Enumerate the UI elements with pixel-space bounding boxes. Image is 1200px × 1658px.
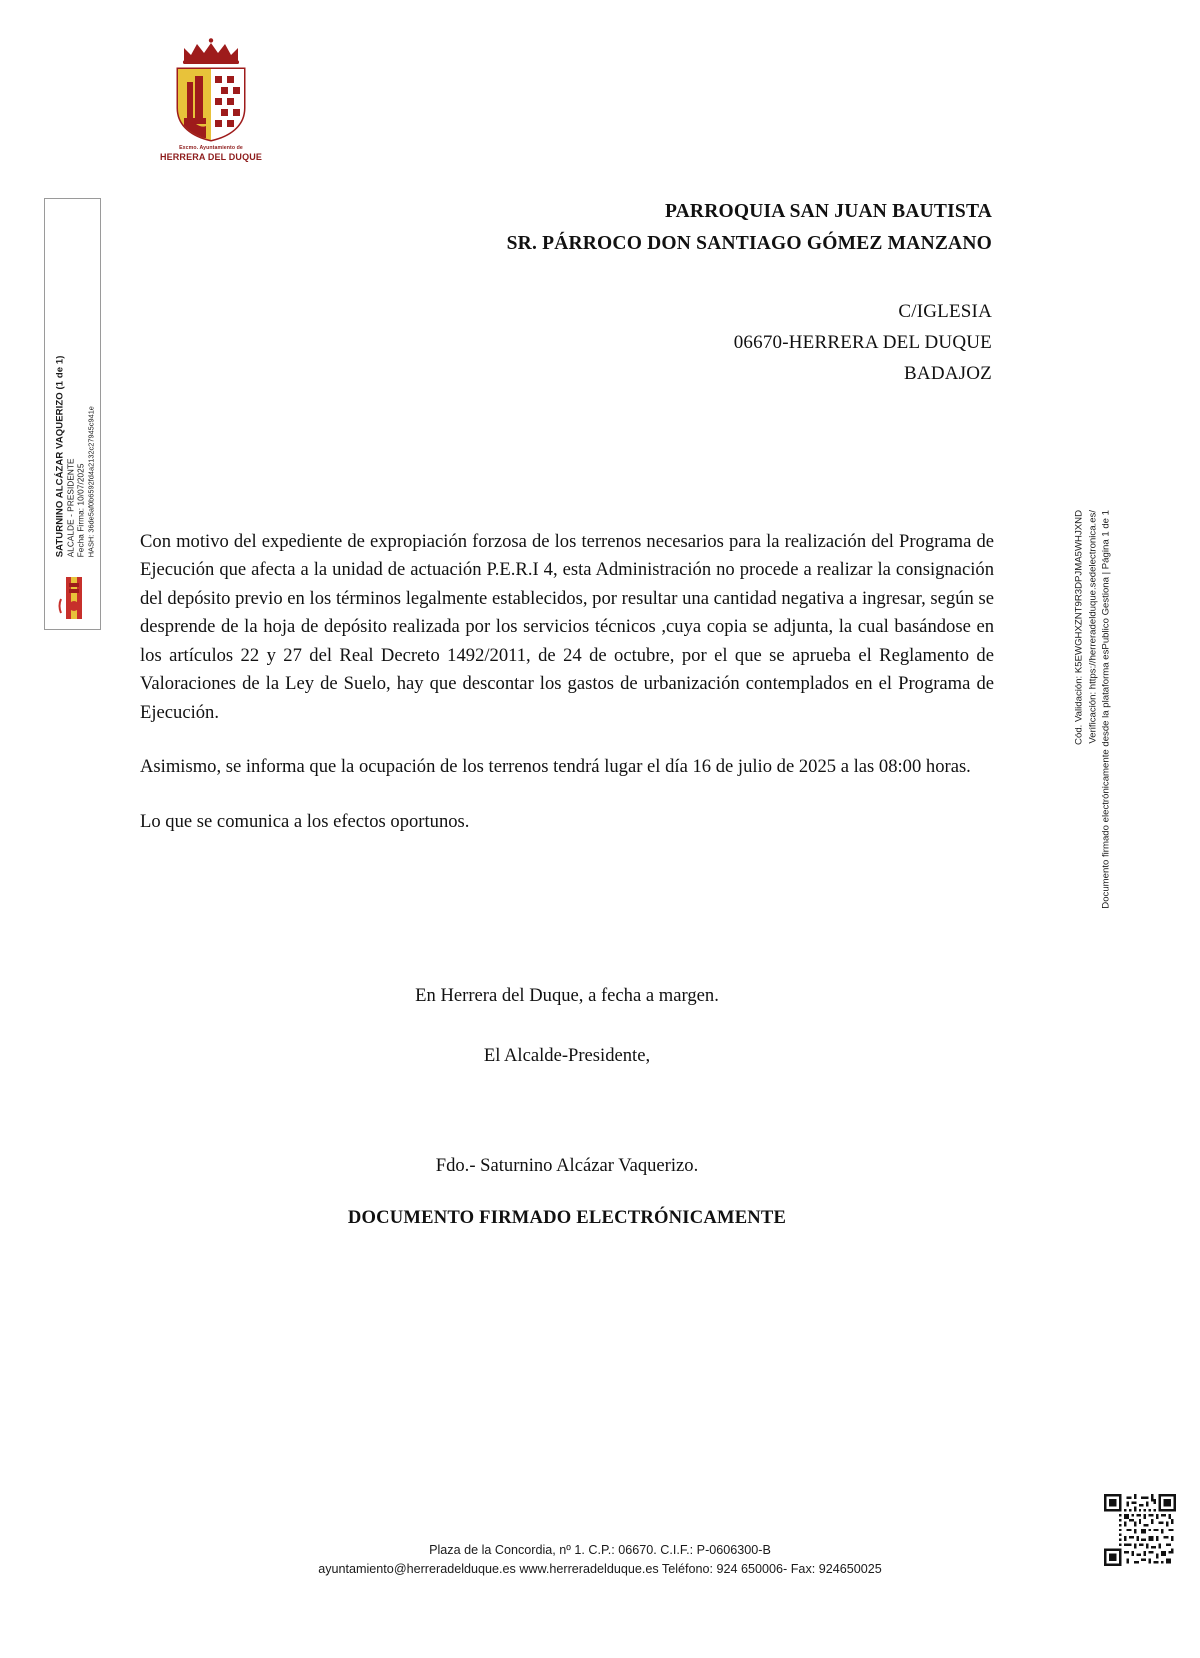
stamp-signer-name: SATURNINO ALCÁZAR VAQUERIZO (1 de 1) — [54, 355, 66, 558]
body-paragraph-3: Lo que se comunica a los efectos oportunos. — [140, 810, 470, 832]
electronic-signature-note: DOCUMENTO FIRMADO ELECTRÓNICAMENTE — [347, 1206, 787, 1228]
signature-spacer-1 — [140, 1010, 994, 1042]
body-paragraph-2: Asimismo, se informa que la ocupación de los terrenos tendrá lugar el día 16 de julio de 2025 a las 08:00 horas. — [140, 756, 971, 778]
stamp-hash: HASH: 36de5af0b6592fd4a2132c27945c941e — [86, 406, 96, 558]
verification-url: Verificación: https://herreradelduque.sedelectronica.es/ — [1087, 510, 1099, 744]
signature-stamp-text — [55, 177, 96, 557]
shield-icon — [174, 66, 248, 142]
stamp-signer-role: ALCALDE - PRESIDENTE — [66, 458, 76, 558]
footer-address: Plaza de la Concordia, nº 1. C.P.: 06670. C.I.F.: P-0606300-B — [429, 1542, 771, 1557]
coat-of-arms-logo — [152, 38, 270, 162]
addressee-street: C/IGLESIA — [898, 301, 992, 323]
logo-caption-large: HERRERA DEL DUQUE — [159, 152, 263, 162]
addressee-province: BADAJOZ — [904, 362, 992, 384]
addressee-block — [420, 196, 992, 389]
verification-code: Cód. Validación: K5EWGHXZNT9R3DPJMA5WHJXND — [1073, 510, 1085, 745]
verification-sidebar — [1070, 500, 1116, 1400]
document-body — [140, 528, 994, 836]
stamp-sign-date: Fecha Firma: 10/07/2025 — [76, 463, 86, 558]
body-paragraph-1: Con motivo del expediente de expropiación forzosa de los terrenos necesarios para la realización del Programa de Ejecución que afecta a la unidad de actuación P.E.R.I 4, esta Administración no procede a realizar la consignación del depósito previo en los términos legalmente establecidos, por resultar una cantidad negativa a ingresar, según se desprende de la hoja de depósito realizada por los servicios técnicos ,cuya copia se adjunta, la cual basándose en los artículos 22 y 27 del Real Decreto 1492/2011, de 24 de octubre, por el que se aprueba el Reglamento de Valoraciones de la Ley de Suelo, hay que descontar los gastos de urbanización contemplados en el Programa de Ejecución. — [140, 531, 994, 723]
addressee-city: 06670-HERRERA DEL DUQUE — [733, 331, 992, 353]
logo-caption-small: Excmo. Ayuntamiento de — [179, 145, 243, 151]
signature-spacer-2 — [140, 1070, 994, 1152]
signature-stamp-box — [44, 198, 101, 630]
signature-role: El Alcalde-Presidente, — [483, 1044, 651, 1066]
spanish-seal-icon — [58, 575, 88, 621]
addressee-line-2: SR. PÁRROCO DON SANTIAGO GÓMEZ MANZANO — [506, 232, 992, 254]
footer-contact: ayuntamiento@herreradelduque.es www.herreradelduque.es Teléfono: 924 650006- Fax: 924650025 — [318, 1562, 882, 1577]
crown-icon — [180, 38, 242, 64]
addressee-spacer — [420, 259, 992, 297]
signature-block — [140, 982, 994, 1232]
verification-text — [1073, 510, 1114, 1390]
verification-platform: Documento firmado electrónicamente desde la plataforma esPublico Gestiona | Página 1 de 1 — [1100, 510, 1112, 909]
page-footer — [0, 1541, 1200, 1580]
logo-caption — [152, 145, 270, 162]
signature-spacer-3 — [140, 1180, 994, 1204]
addressee-line-1: PARROQUIA SAN JUAN BAUTISTA — [664, 201, 992, 222]
signature-signed-by: Fdo.- Saturnino Alcázar Vaquerizo. — [435, 1154, 699, 1176]
signature-place: En Herrera del Duque, a fecha a margen. — [415, 985, 719, 1006]
